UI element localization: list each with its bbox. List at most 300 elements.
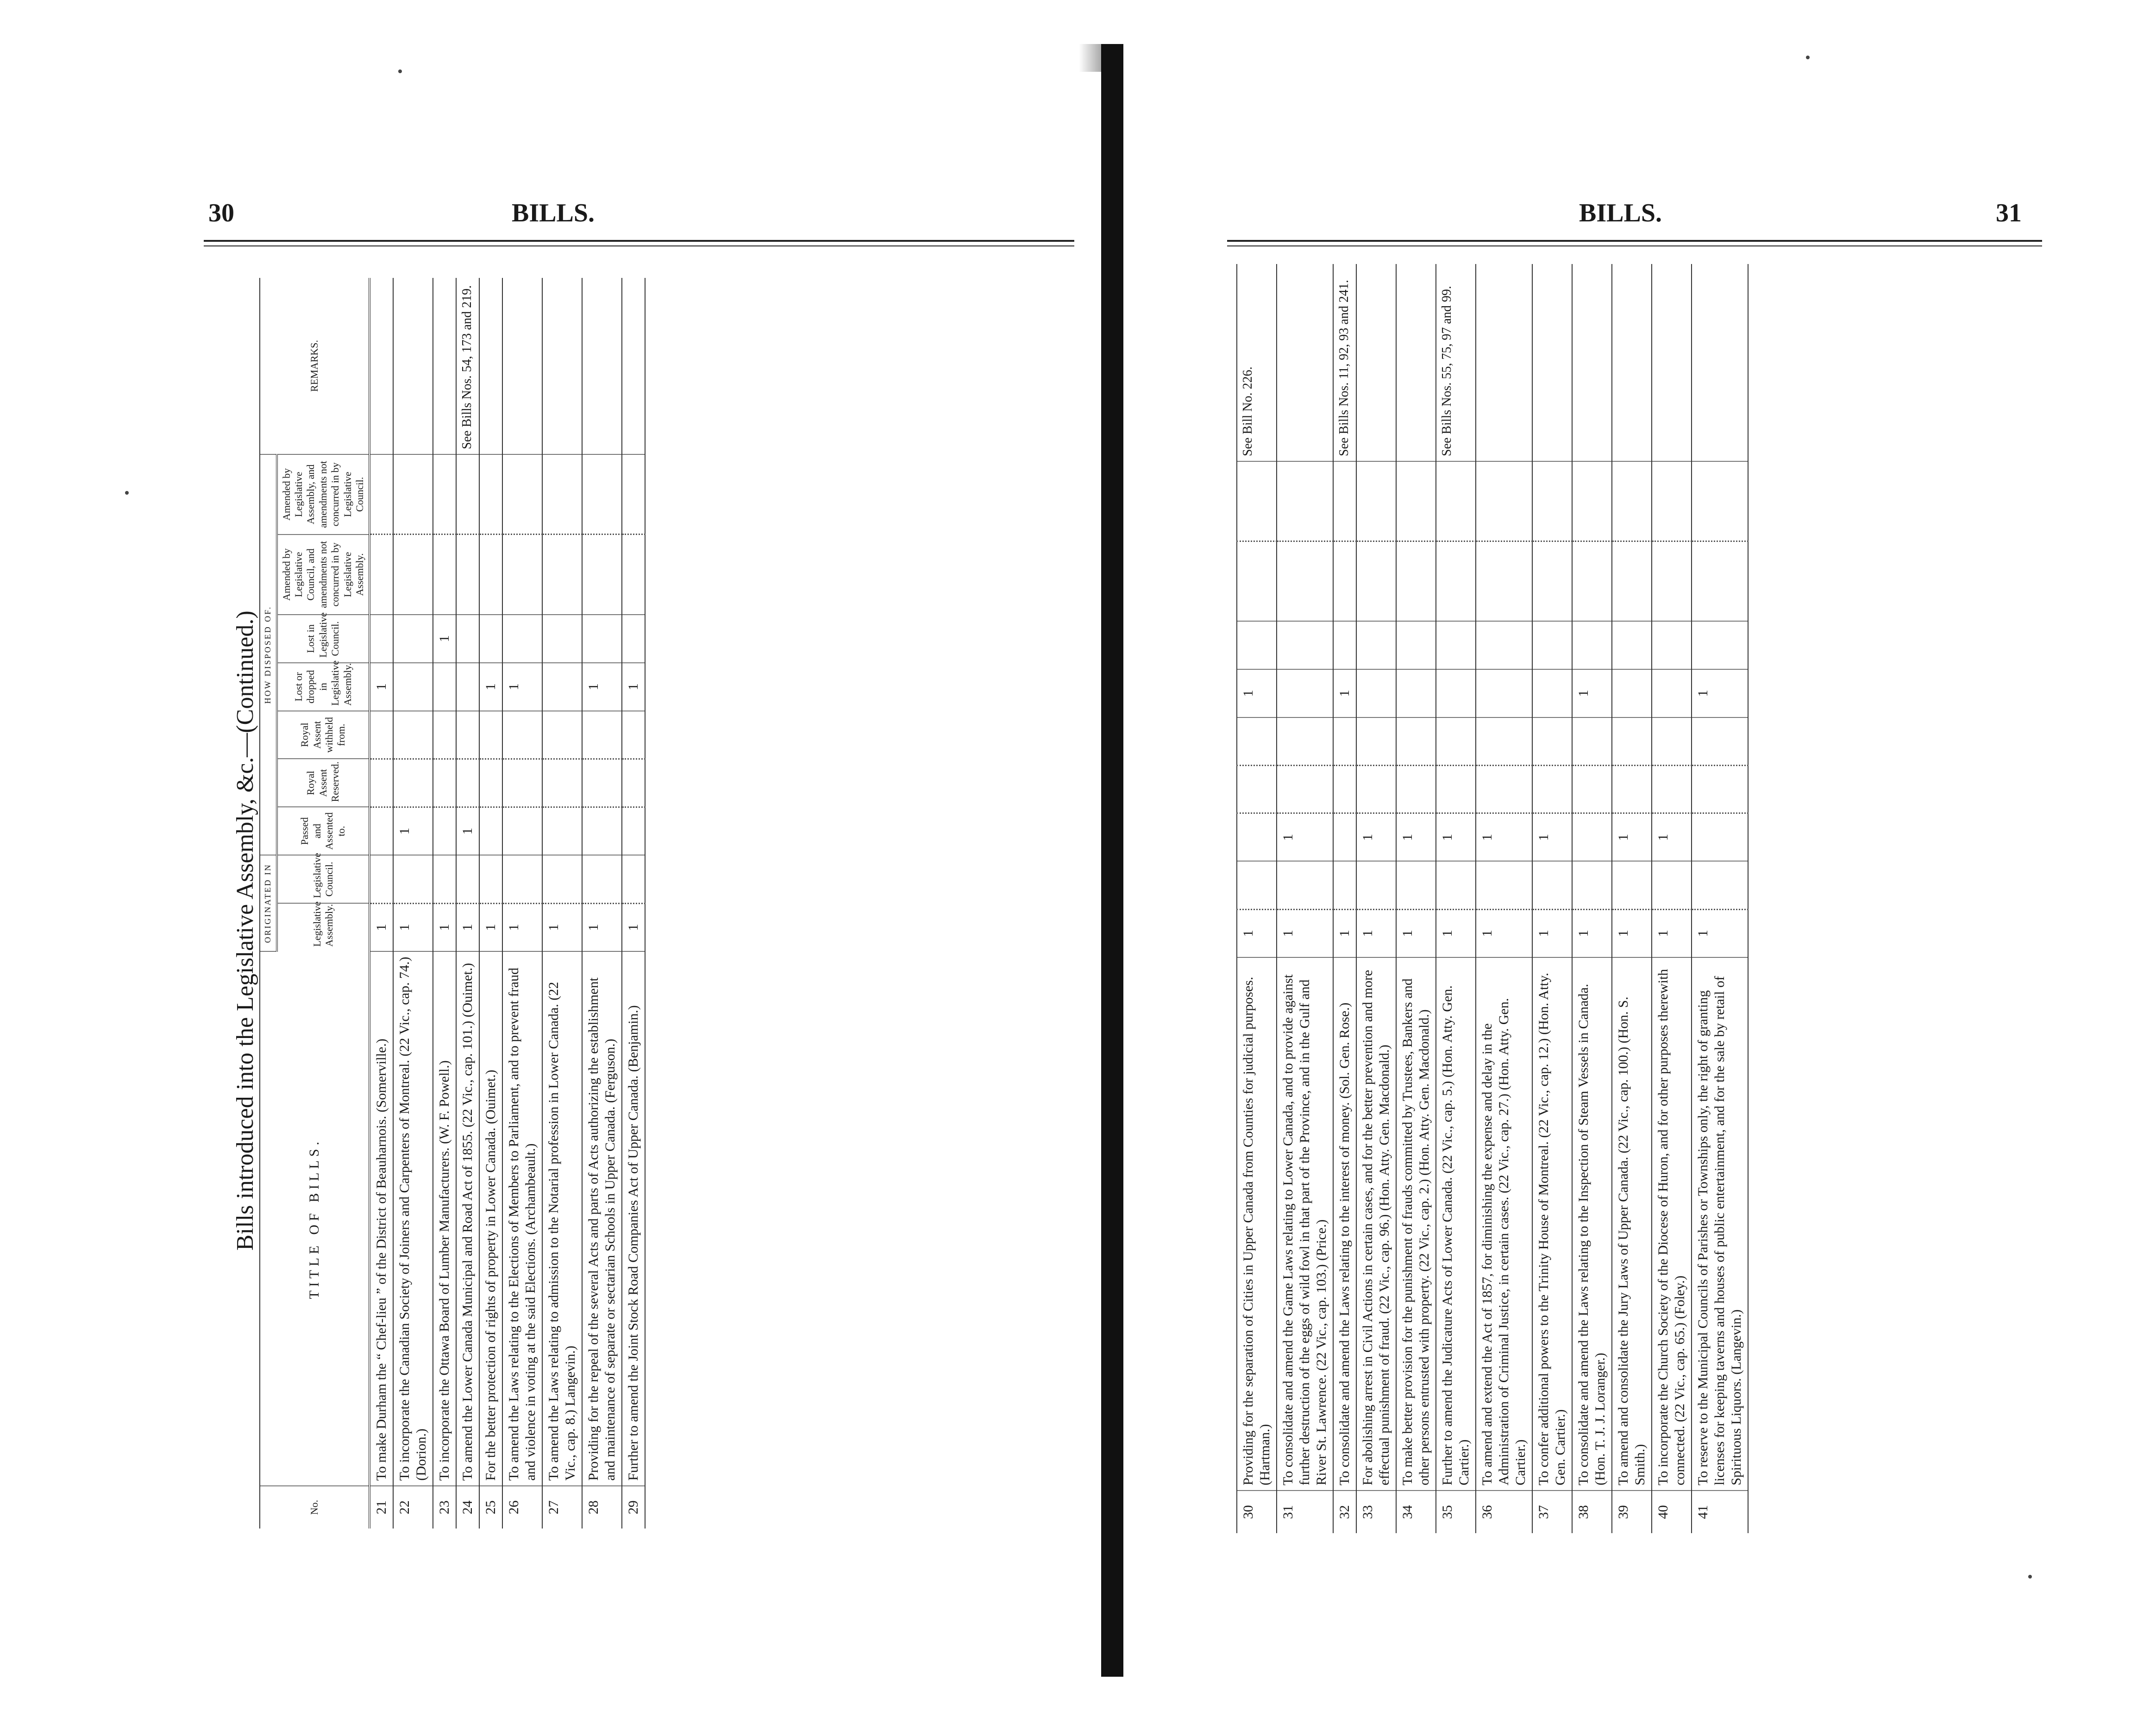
right-ledger <box>1236 264 1749 1533</box>
remarks-cell <box>542 278 582 454</box>
remarks-cell <box>1532 264 1572 461</box>
remarks-cell: See Bills Nos. 11, 92, 93 and 241. <box>1333 264 1356 461</box>
originated-council <box>582 855 622 903</box>
lost-assembly-mark <box>1356 669 1396 717</box>
amended-assembly-mark <box>393 454 433 535</box>
reserved-mark <box>1277 765 1333 813</box>
amended-assembly-mark <box>479 454 502 535</box>
withheld-mark <box>370 711 393 759</box>
amended-assembly-mark <box>1692 461 1748 541</box>
reserved-mark <box>393 759 433 807</box>
bill-number: 36 <box>1476 1491 1532 1533</box>
book-spine-shadow <box>1079 44 1102 72</box>
reserved-mark <box>1436 765 1476 813</box>
lost-assembly-mark <box>1476 669 1532 717</box>
withheld-mark <box>1476 717 1532 766</box>
withheld-mark <box>1572 717 1612 766</box>
originated-assembly: 1 <box>582 903 622 951</box>
amended-council-mark <box>542 535 582 615</box>
table-row <box>582 278 622 1529</box>
table-row <box>370 278 393 1529</box>
reserved-mark <box>1572 765 1612 813</box>
lost-council-mark <box>542 615 582 663</box>
left-table-caption: Bills introduced into the Legislative Assembly, &c.—(Continued.) <box>232 610 258 1251</box>
passed-mark <box>502 807 542 855</box>
reserved-mark <box>1612 765 1652 813</box>
scan-speck <box>2028 1575 2032 1579</box>
originated-council <box>1572 861 1612 909</box>
right-table-body <box>1237 264 1748 1533</box>
reserved-mark <box>370 759 393 807</box>
remarks-cell <box>393 278 433 454</box>
passed-mark <box>1572 813 1612 862</box>
originated-council <box>1277 861 1333 909</box>
originated-assembly: 1 <box>479 903 502 951</box>
remarks-cell <box>582 278 622 454</box>
lost-assembly-mark <box>542 663 582 711</box>
reserved-mark <box>1396 765 1436 813</box>
passed-mark <box>542 807 582 855</box>
lost-council-mark: 1 <box>433 615 456 663</box>
originated-assembly: 1 <box>456 903 479 951</box>
table-row <box>1692 264 1748 1533</box>
withheld-mark <box>1396 717 1436 766</box>
amended-assembly-mark <box>1277 461 1333 541</box>
col-title: TITLE OF BILLS. <box>260 951 370 1486</box>
lost-assembly-mark: 1 <box>1333 669 1356 717</box>
originated-council <box>1612 861 1652 909</box>
amended-council-mark <box>1612 541 1652 622</box>
table-row <box>1532 264 1572 1533</box>
amended-council-mark <box>1572 541 1612 622</box>
passed-mark: 1 <box>1356 813 1396 862</box>
originated-assembly: 1 <box>622 903 645 951</box>
left-bills-table <box>259 278 646 1529</box>
passed-mark: 1 <box>1652 813 1692 862</box>
lost-council-mark <box>393 615 433 663</box>
lost-council-mark <box>1652 621 1692 669</box>
lost-council-mark <box>1396 621 1436 669</box>
withheld-mark <box>502 711 542 759</box>
amended-council-mark <box>1692 541 1748 622</box>
table-row <box>502 278 542 1529</box>
reserved-mark <box>1356 765 1396 813</box>
right-page-number: 31 <box>1996 199 2022 227</box>
originated-council <box>502 855 542 903</box>
lost-assembly-mark <box>1396 669 1436 717</box>
bill-number: 31 <box>1277 1491 1333 1533</box>
lost-assembly-mark <box>433 663 456 711</box>
table-row <box>1396 264 1436 1533</box>
withheld-mark <box>1692 717 1748 766</box>
originated-assembly: 1 <box>1532 909 1572 957</box>
passed-mark: 1 <box>456 807 479 855</box>
table-row <box>393 278 433 1529</box>
bill-title: To incorporate the Canadian Society of Joiners and Carpenters of Montreal. (22 Vic., cap. 74.) (Dorion.) <box>393 951 433 1486</box>
lost-assembly-mark: 1 <box>1572 669 1612 717</box>
passed-mark <box>582 807 622 855</box>
col-lost-council: Lost in Legislative Council. <box>277 615 370 663</box>
col-amended-council: Amended by Legislative Council, and amendments not concurred in by Legislative Assembly. <box>277 535 370 615</box>
originated-assembly: 1 <box>1237 909 1277 957</box>
bill-title: Providing for the repeal of the several Acts and parts of Acts authorizing the establishment and maintenance of separate or sectarian Schools in Upper Canada. (Ferguson.) <box>582 951 622 1486</box>
amended-assembly-mark <box>1612 461 1652 541</box>
reserved-mark <box>502 759 542 807</box>
bill-number: 32 <box>1333 1491 1356 1533</box>
originated-council <box>456 855 479 903</box>
amended-council-mark <box>1476 541 1532 622</box>
lost-assembly-mark <box>456 663 479 711</box>
remarks-cell <box>1612 264 1652 461</box>
col-withheld: Royal Assent withheld from. <box>277 711 370 759</box>
passed-mark: 1 <box>1532 813 1572 862</box>
table-row <box>1476 264 1532 1533</box>
bill-number: 24 <box>456 1486 479 1529</box>
lost-council-mark <box>1572 621 1612 669</box>
reserved-mark <box>542 759 582 807</box>
right-header-rule-thin <box>1227 245 2042 246</box>
lost-council-mark <box>1692 621 1748 669</box>
remarks-cell <box>1572 264 1612 461</box>
lost-assembly-mark: 1 <box>622 663 645 711</box>
originated-assembly: 1 <box>393 903 433 951</box>
table-row <box>542 278 582 1529</box>
bill-number: 34 <box>1396 1491 1436 1533</box>
reserved-mark <box>622 759 645 807</box>
col-legislative-assembly: Legislative Assembly. <box>277 903 370 951</box>
bill-title: Providing for the separation of Cities in Upper Canada from Counties for judicial purposes. (Hartman.) <box>1237 957 1277 1491</box>
remarks-cell <box>479 278 502 454</box>
bill-number: 41 <box>1692 1491 1748 1533</box>
table-row <box>1333 264 1356 1533</box>
bill-number: 28 <box>582 1486 622 1529</box>
remarks-cell: See Bills Nos. 55, 75, 97 and 99. <box>1436 264 1476 461</box>
amended-assembly-mark <box>542 454 582 535</box>
withheld-mark <box>622 711 645 759</box>
lost-assembly-mark: 1 <box>502 663 542 711</box>
lost-council-mark <box>1356 621 1396 669</box>
remarks-cell <box>370 278 393 454</box>
reserved-mark <box>1692 765 1748 813</box>
reserved-mark <box>1652 765 1692 813</box>
bill-number: 33 <box>1356 1491 1396 1533</box>
scan-speck <box>125 491 129 495</box>
table-row <box>1572 264 1612 1533</box>
lost-assembly-mark <box>1277 669 1333 717</box>
amended-council-mark <box>502 535 542 615</box>
amended-assembly-mark <box>1396 461 1436 541</box>
bill-number: 39 <box>1612 1491 1652 1533</box>
col-lost-assembly: Lost or dropped in Legislative Assembly. <box>277 663 370 711</box>
remarks-cell <box>502 278 542 454</box>
table-row <box>622 278 645 1529</box>
originated-council <box>1396 861 1436 909</box>
book-spine <box>1101 44 1123 1677</box>
amended-assembly-mark <box>1333 461 1356 541</box>
remarks-cell <box>1476 264 1532 461</box>
right-page <box>1144 0 2156 1711</box>
bill-title: To consolidate and amend the Laws relating to the Inspection of Steam Vessels in Canada. (Hon. T. J. J. Loranger.) <box>1572 957 1612 1491</box>
remarks-cell <box>622 278 645 454</box>
amended-assembly-mark <box>1476 461 1532 541</box>
bill-title: To make better provision for the punishment of frauds committed by Trustees, Bankers and other persons entrusted with property. (22 Vic., cap. 2.) (Hon. Atty. Gen. Macdonald.) <box>1396 957 1436 1491</box>
passed-mark <box>622 807 645 855</box>
left-ledger <box>259 278 646 1529</box>
amended-council-mark <box>433 535 456 615</box>
amended-council-mark <box>1277 541 1333 622</box>
table-row <box>456 278 479 1529</box>
bill-title: To make Durham the “ Chef-lieu ” of the District of Beauharnois. (Somerville.) <box>370 951 393 1486</box>
right-header-rule <box>1227 240 2042 242</box>
col-reserved: Royal Assent Reserved. <box>277 759 370 807</box>
passed-mark <box>1333 813 1356 862</box>
originated-assembly: 1 <box>542 903 582 951</box>
passed-mark: 1 <box>1612 813 1652 862</box>
table-row <box>1652 264 1692 1533</box>
col-no: No. <box>260 1486 370 1529</box>
col-amended-assembly: Amended by Legislative Assembly, and amendments not concurred in by Legislative Council. <box>277 454 370 535</box>
col-remarks: REMARKS. <box>260 278 370 454</box>
amended-assembly-mark <box>1572 461 1612 541</box>
lost-council-mark <box>1277 621 1333 669</box>
amended-council-mark <box>1436 541 1476 622</box>
originated-council <box>1692 861 1748 909</box>
originated-council <box>1476 861 1532 909</box>
col-group-originated: ORIGINATED IN <box>260 855 277 951</box>
reserved-mark <box>433 759 456 807</box>
passed-mark <box>370 807 393 855</box>
amended-assembly-mark <box>456 454 479 535</box>
scan-speck <box>398 69 402 73</box>
lost-assembly-mark <box>1612 669 1652 717</box>
originated-assembly: 1 <box>1476 909 1532 957</box>
bill-title: To amend and consolidate the Jury Laws of Upper Canada. (22 Vic., cap. 100.) (Hon. S. Smith.) <box>1612 957 1652 1491</box>
originated-assembly: 1 <box>433 903 456 951</box>
bill-title: To confer additional powers to the Trinity House of Montreal. (22 Vic., cap. 12.) (Hon. Atty. Gen. Cartier.) <box>1532 957 1572 1491</box>
reserved-mark <box>456 759 479 807</box>
bill-number: 27 <box>542 1486 582 1529</box>
originated-assembly: 1 <box>1652 909 1692 957</box>
amended-assembly-mark <box>1436 461 1476 541</box>
originated-assembly: 1 <box>1277 909 1333 957</box>
passed-mark: 1 <box>1396 813 1436 862</box>
bill-title: Further to amend the Judicature Acts of Lower Canada. (22 Vic., cap. 5.) (Hon. Atty. Gen. Cartier.) <box>1436 957 1476 1491</box>
amended-assembly-mark <box>1356 461 1396 541</box>
lost-assembly-mark: 1 <box>1237 669 1277 717</box>
amended-council-mark <box>479 535 502 615</box>
originated-council <box>370 855 393 903</box>
withheld-mark <box>1333 717 1356 766</box>
table-row <box>1436 264 1476 1533</box>
passed-mark: 1 <box>393 807 433 855</box>
withheld-mark <box>479 711 502 759</box>
originated-assembly: 1 <box>1692 909 1748 957</box>
originated-council <box>1532 861 1572 909</box>
lost-assembly-mark: 1 <box>1692 669 1748 717</box>
originated-council <box>542 855 582 903</box>
bill-number: 25 <box>479 1486 502 1529</box>
lost-council-mark <box>1532 621 1572 669</box>
bill-title: To consolidate and amend the Game Laws relating to Lower Canada, and to provide against further destruction of the eggs of wild fowl in that part of the Province, and in the Gulf and River St. Lawrence. (22 Vic., cap. 103.) (Price.) <box>1277 957 1333 1491</box>
bill-number: 23 <box>433 1486 456 1529</box>
passed-mark <box>1692 813 1748 862</box>
originated-assembly: 1 <box>1396 909 1436 957</box>
originated-council <box>433 855 456 903</box>
originated-council <box>393 855 433 903</box>
scan-speck <box>1806 56 1810 59</box>
remarks-cell: See Bill No. 226. <box>1237 264 1277 461</box>
col-legislative-council: Legislative Council. <box>277 855 370 903</box>
lost-assembly-mark <box>1436 669 1476 717</box>
lost-council-mark <box>370 615 393 663</box>
lost-assembly-mark <box>1532 669 1572 717</box>
lost-assembly-mark: 1 <box>370 663 393 711</box>
bill-number: 26 <box>502 1486 542 1529</box>
amended-council-mark <box>1237 541 1277 622</box>
withheld-mark <box>1652 717 1692 766</box>
bill-title: To amend the Lower Canada Municipal and Road Act of 1855. (22 Vic., cap. 101.) (Ouimet.) <box>456 951 479 1486</box>
lost-council-mark <box>582 615 622 663</box>
originated-assembly: 1 <box>1572 909 1612 957</box>
remarks-cell <box>1692 264 1748 461</box>
passed-mark <box>1237 813 1277 862</box>
right-bills-table <box>1236 264 1749 1533</box>
remarks-cell <box>433 278 456 454</box>
left-header-rule-thin <box>204 245 1074 246</box>
reserved-mark <box>1476 765 1532 813</box>
lost-council-mark <box>1476 621 1532 669</box>
lost-council-mark <box>1237 621 1277 669</box>
passed-mark: 1 <box>1476 813 1532 862</box>
withheld-mark <box>1277 717 1333 766</box>
table-row <box>1277 264 1333 1533</box>
table-row <box>1612 264 1652 1533</box>
bill-title: Further to amend the Joint Stock Road Companies Act of Upper Canada. (Benjamin.) <box>622 951 645 1486</box>
originated-council <box>1333 861 1356 909</box>
amended-council-mark <box>582 535 622 615</box>
amended-council-mark <box>393 535 433 615</box>
withheld-mark <box>456 711 479 759</box>
bill-title: For the better protection of rights of property in Lower Canada. (Ouimet.) <box>479 951 502 1486</box>
bill-number: 37 <box>1532 1491 1572 1533</box>
reserved-mark <box>1532 765 1572 813</box>
bill-number: 38 <box>1572 1491 1612 1533</box>
lost-council-mark <box>456 615 479 663</box>
lost-assembly-mark: 1 <box>479 663 502 711</box>
bill-number: 30 <box>1237 1491 1277 1533</box>
amended-council-mark <box>1356 541 1396 622</box>
withheld-mark <box>1532 717 1572 766</box>
amended-assembly-mark <box>502 454 542 535</box>
amended-council-mark <box>1532 541 1572 622</box>
table-row <box>433 278 456 1529</box>
bill-title: To amend and extend the Act of 1857, for diminishing the expense and delay in the Administration of Criminal Justice, in certain cases. (22 Vic., cap. 27.) (Hon. Atty. Gen. Cartier.) <box>1476 957 1532 1491</box>
reserved-mark <box>1333 765 1356 813</box>
withheld-mark <box>393 711 433 759</box>
col-passed: Passed and Assented to. <box>277 807 370 855</box>
withheld-mark <box>542 711 582 759</box>
remarks-cell: See Bills Nos. 54, 173 and 219. <box>456 278 479 454</box>
table-row <box>1356 264 1396 1533</box>
table-row <box>479 278 502 1529</box>
remarks-cell <box>1652 264 1692 461</box>
lost-council-mark <box>1436 621 1476 669</box>
remarks-cell <box>1277 264 1333 461</box>
originated-council <box>1237 861 1277 909</box>
originated-council <box>1356 861 1396 909</box>
reserved-mark <box>479 759 502 807</box>
lost-assembly-mark <box>1652 669 1692 717</box>
left-header-rule <box>204 240 1074 242</box>
lost-council-mark <box>1333 621 1356 669</box>
passed-mark <box>433 807 456 855</box>
withheld-mark <box>582 711 622 759</box>
col-group-disposed: HOW DISPOSED OF. <box>260 454 277 855</box>
withheld-mark <box>1237 717 1277 766</box>
originated-council <box>479 855 502 903</box>
amended-council-mark <box>1652 541 1692 622</box>
lost-council-mark <box>622 615 645 663</box>
originated-council <box>1436 861 1476 909</box>
originated-assembly: 1 <box>1356 909 1396 957</box>
amended-council-mark <box>1333 541 1356 622</box>
amended-assembly-mark <box>582 454 622 535</box>
bill-title: To amend the Laws relating to admission to the Notarial profession in Lower Canada. (22 Vic., cap. 8.) Langevin.) <box>542 951 582 1486</box>
amended-council-mark <box>622 535 645 615</box>
left-page-header: BILLS. <box>512 199 595 227</box>
amended-council-mark <box>456 535 479 615</box>
bill-title: To consolidate and amend the Laws relating to the interest of money. (Sol. Gen. Rose.) <box>1333 957 1356 1491</box>
remarks-cell <box>1396 264 1436 461</box>
originated-assembly: 1 <box>370 903 393 951</box>
amended-assembly-mark <box>370 454 393 535</box>
bill-number: 40 <box>1652 1491 1692 1533</box>
lost-assembly-mark: 1 <box>582 663 622 711</box>
originated-council <box>1652 861 1692 909</box>
withheld-mark <box>1612 717 1652 766</box>
originated-assembly: 1 <box>502 903 542 951</box>
originated-assembly: 1 <box>1612 909 1652 957</box>
left-table-body <box>370 278 645 1529</box>
table-row <box>1237 264 1277 1533</box>
originated-assembly: 1 <box>1333 909 1356 957</box>
passed-mark: 1 <box>1277 813 1333 862</box>
lost-council-mark <box>1612 621 1652 669</box>
left-page-number: 30 <box>208 199 234 227</box>
lost-council-mark <box>479 615 502 663</box>
bill-title: To incorporate the Ottawa Board of Lumber Manufacturers. (W. F. Powell.) <box>433 951 456 1486</box>
amended-council-mark <box>1396 541 1436 622</box>
bill-number: 35 <box>1436 1491 1476 1533</box>
bill-number: 21 <box>370 1486 393 1529</box>
amended-assembly-mark <box>433 454 456 535</box>
remarks-cell <box>1356 264 1396 461</box>
lost-assembly-mark <box>393 663 433 711</box>
bill-title: To reserve to the Municipal Councils of Parishes or Townships only, the right of granting licenses for keeping taverns and houses of public entertainment, and for the sale by retail of Spirituous Liquors. (Langevin.) <box>1692 957 1748 1491</box>
withheld-mark <box>433 711 456 759</box>
bill-title: For abolishing arrest in Civil Actions in certain cases, and for the better prevention and more effectual punishment of fraud. (22 Vic., cap. 96.) (Hon. Atty. Gen. Macdonald.) <box>1356 957 1396 1491</box>
bill-title: To amend the Laws relating to the Elections of Members to Parliament, and to prevent fraud and violence in voting at the said Elections. (Archambeault.) <box>502 951 542 1486</box>
amended-assembly-mark <box>1237 461 1277 541</box>
amended-council-mark <box>370 535 393 615</box>
lost-council-mark <box>502 615 542 663</box>
passed-mark <box>479 807 502 855</box>
originated-assembly: 1 <box>1436 909 1476 957</box>
right-page-header: BILLS. <box>1579 199 1662 227</box>
withheld-mark <box>1436 717 1476 766</box>
passed-mark: 1 <box>1436 813 1476 862</box>
bill-title: To incorporate the Church Society of the Diocese of Huron, and for other purposes therewith connected. (22 Vic., cap. 65.) (Foley.) <box>1652 957 1692 1491</box>
